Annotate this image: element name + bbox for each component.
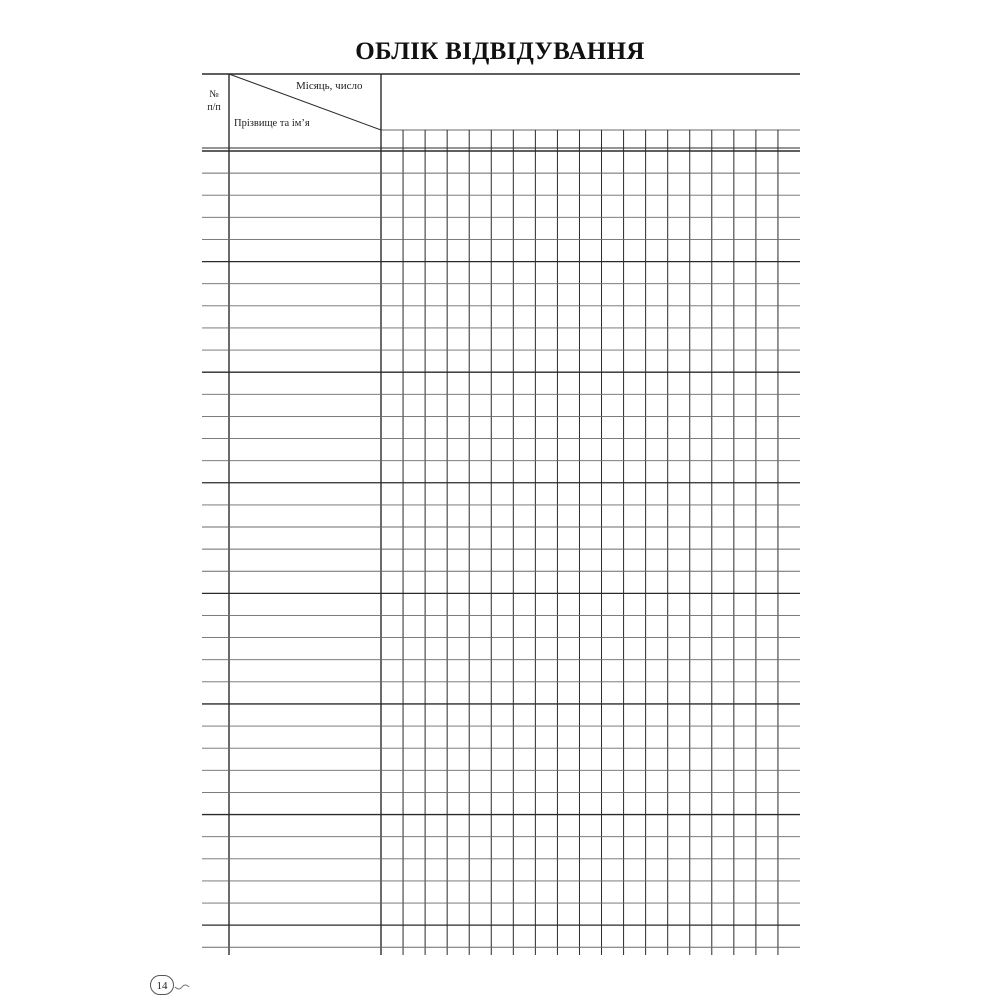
page-number: 14: [150, 975, 174, 995]
page-number-flourish-icon: [174, 983, 190, 991]
month-day-header: Місяць, число: [296, 80, 363, 92]
page-title: ОБЛІК ВІДВІДУВАННЯ: [355, 38, 645, 65]
number-column-header: [200, 88, 228, 114]
number-column-header-text: № п/п: [207, 89, 221, 113]
surname-name-header: Прізвище та ім’я: [234, 118, 310, 129]
